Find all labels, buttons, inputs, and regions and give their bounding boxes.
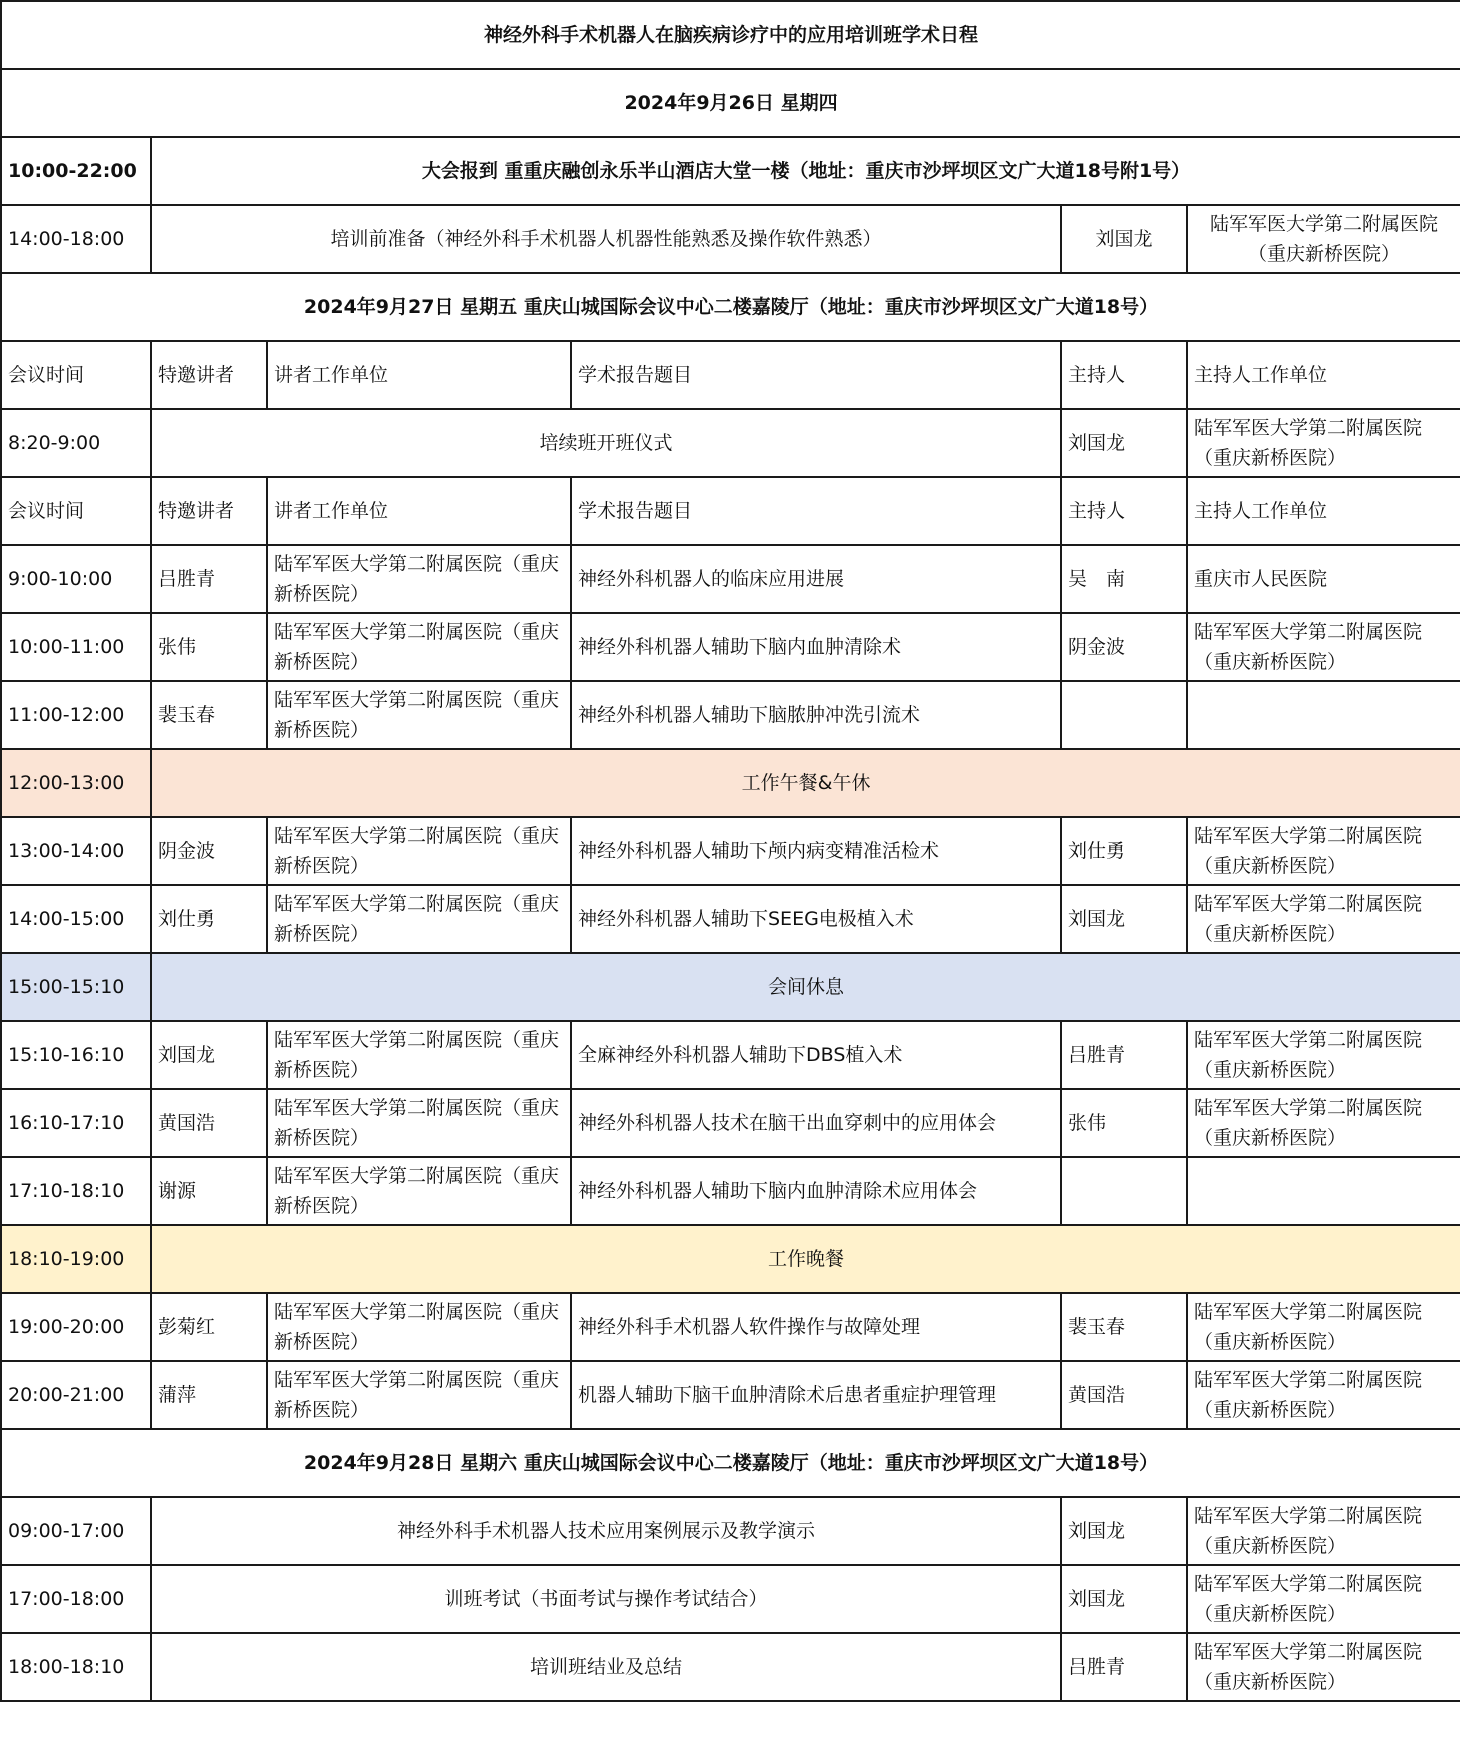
host-unit-cell: 重庆市人民医院	[1187, 545, 1460, 613]
unit-cell: 陆军军医大学第二附属医院（重庆新桥医院）	[267, 681, 571, 749]
day2-header-row	[1, 273, 1460, 341]
speaker-cell: 彭菊红	[151, 1293, 267, 1361]
topic-cell: 神经外科手术机器人软件操作与故障处理	[571, 1293, 1061, 1361]
unit-cell: 陆军军医大学第二附属医院（重庆新桥医院）	[267, 1293, 571, 1361]
time-cell: 18:00-18:10	[1, 1633, 151, 1701]
unit-cell: 陆军军医大学第二附属医院（重庆新桥医院）	[267, 545, 571, 613]
host-unit-cell: 陆军军医大学第二附属医院（重庆新桥医院）	[1187, 1565, 1460, 1633]
host-unit-cell	[1187, 1157, 1460, 1225]
column-header: 学术报告题目	[571, 341, 1061, 409]
column-header-row	[1, 477, 1460, 545]
host-cell: 刘国龙	[1061, 1565, 1187, 1633]
topic-cell: 神经外科机器人辅助下脑脓肿冲洗引流术	[571, 681, 1061, 749]
day2-header: 2024年9月27日 星期五 重庆山城国际会议中心二楼嘉陵厅（地址：重庆市沙坪坝区文广大道18号）	[1, 273, 1460, 341]
column-header-row	[1, 341, 1460, 409]
table-row	[1, 205, 1460, 273]
time-cell: 17:00-18:00	[1, 1565, 151, 1633]
column-header: 主持人工作单位	[1187, 341, 1460, 409]
time-cell: 14:00-15:00	[1, 885, 151, 953]
table-row	[1, 1157, 1460, 1225]
topic-cell: 神经外科机器人辅助下SEEG电极植入术	[571, 885, 1061, 953]
title-row	[1, 1, 1460, 69]
column-header: 学术报告题目	[571, 477, 1061, 545]
unit-cell: 陆军军医大学第二附属医院（重庆新桥医院）	[267, 613, 571, 681]
host-cell: 吕胜青	[1061, 1021, 1187, 1089]
unit-cell: 陆军军医大学第二附属医院（重庆新桥医院）	[267, 885, 571, 953]
content-cell: 培训班结业及总结	[151, 1633, 1061, 1701]
host-unit-cell: 陆军军医大学第二附属医院（重庆新桥医院）	[1187, 1293, 1460, 1361]
column-header: 特邀讲者	[151, 341, 267, 409]
column-header: 会议时间	[1, 477, 151, 545]
host-cell: 张伟	[1061, 1089, 1187, 1157]
host-cell: 裴玉春	[1061, 1293, 1187, 1361]
time-cell: 14:00-18:00	[1, 205, 151, 273]
time-cell: 09:00-17:00	[1, 1497, 151, 1565]
table-row	[1, 885, 1460, 953]
table-row	[1, 409, 1460, 477]
time-cell: 16:10-17:10	[1, 1089, 151, 1157]
day3-header-row	[1, 1429, 1460, 1497]
host-cell: 吕胜青	[1061, 1633, 1187, 1701]
speaker-cell: 吕胜青	[151, 545, 267, 613]
host-cell: 刘仕勇	[1061, 817, 1187, 885]
topic-cell: 全麻神经外科机器人辅助下DBS植入术	[571, 1021, 1061, 1089]
speaker-cell: 刘国龙	[151, 1021, 267, 1089]
speaker-cell: 黄国浩	[151, 1089, 267, 1157]
table-row	[1, 1565, 1460, 1633]
table-row	[1, 1021, 1460, 1089]
host-cell: 黄国浩	[1061, 1361, 1187, 1429]
unit-cell: 陆军军医大学第二附属医院（重庆新桥医院）	[267, 1089, 571, 1157]
time-cell: 15:00-15:10	[1, 953, 151, 1021]
topic-cell: 神经外科机器人的临床应用进展	[571, 545, 1061, 613]
column-header: 主持人工作单位	[1187, 477, 1460, 545]
time-cell: 8:20-9:00	[1, 409, 151, 477]
schedule-title: 神经外科手术机器人在脑疾病诊疗中的应用培训班学术日程	[1, 1, 1460, 69]
time-cell: 10:00-11:00	[1, 613, 151, 681]
unit-cell: 陆军军医大学第二附属医院（重庆新桥医院）	[267, 1021, 571, 1089]
speaker-cell: 张伟	[151, 613, 267, 681]
host-unit-cell: 陆军军医大学第二附属医院（重庆新桥医院）	[1187, 1021, 1460, 1089]
host-cell	[1061, 681, 1187, 749]
host-unit-cell: 陆军军医大学第二附属医院（重庆新桥医院）	[1187, 1633, 1460, 1701]
unit-cell: 陆军军医大学第二附属医院（重庆新桥医院）	[267, 1361, 571, 1429]
break-row	[1, 953, 1460, 1021]
content-cell: 会间休息	[151, 953, 1460, 1021]
column-header: 会议时间	[1, 341, 151, 409]
host-cell: 刘国龙	[1061, 409, 1187, 477]
content-cell: 培续班开班仪式	[151, 409, 1061, 477]
time-cell: 13:00-14:00	[1, 817, 151, 885]
host-cell: 吴 南	[1061, 545, 1187, 613]
table-row	[1, 137, 1460, 205]
content-cell: 工作午餐&午休	[151, 749, 1460, 817]
day1-header: 2024年9月26日 星期四	[1, 69, 1460, 137]
dinner-row	[1, 1225, 1460, 1293]
lunch-row	[1, 749, 1460, 817]
column-header: 讲者工作单位	[267, 477, 571, 545]
host-unit-cell: 陆军军医大学第二附属医院（重庆新桥医院）	[1187, 1497, 1460, 1565]
unit-cell: 陆军军医大学第二附属医院（重庆新桥医院）	[267, 1157, 571, 1225]
host-cell	[1061, 1157, 1187, 1225]
host-cell: 阴金波	[1061, 613, 1187, 681]
content-cell: 大会报到 重重庆融创永乐半山酒店大堂一楼（地址：重庆市沙坪坝区文广大道18号附1号）	[151, 137, 1460, 205]
time-cell: 17:10-18:10	[1, 1157, 151, 1225]
column-header: 特邀讲者	[151, 477, 267, 545]
speaker-cell: 裴玉春	[151, 681, 267, 749]
column-header: 讲者工作单位	[267, 341, 571, 409]
time-cell: 12:00-13:00	[1, 749, 151, 817]
column-header: 主持人	[1061, 477, 1187, 545]
host-unit-cell: 陆军军医大学第二附属医院（重庆新桥医院）	[1187, 817, 1460, 885]
host-unit-cell: 陆军军医大学第二附属医院（重庆新桥医院）	[1187, 1361, 1460, 1429]
host-unit-cell: 陆军军医大学第二附属医院（重庆新桥医院）	[1187, 409, 1460, 477]
content-cell: 工作晚餐	[151, 1225, 1460, 1293]
table-row	[1, 1361, 1460, 1429]
table-row	[1, 1293, 1460, 1361]
speaker-cell: 蒲萍	[151, 1361, 267, 1429]
topic-cell: 神经外科机器人辅助下脑内血肿清除术	[571, 613, 1061, 681]
day3-header: 2024年9月28日 星期六 重庆山城国际会议中心二楼嘉陵厅（地址：重庆市沙坪坝区文广大道18号）	[1, 1429, 1460, 1497]
unit-cell: 陆军军医大学第二附属医院（重庆新桥医院）	[267, 817, 571, 885]
column-header: 主持人	[1061, 341, 1187, 409]
time-cell: 15:10-16:10	[1, 1021, 151, 1089]
table-row	[1, 681, 1460, 749]
host-unit-cell: 陆军军医大学第二附属医院（重庆新桥医院）	[1187, 1089, 1460, 1157]
table-row	[1, 1089, 1460, 1157]
table-row	[1, 1633, 1460, 1701]
host-unit-cell: 陆军军医大学第二附属医院（重庆新桥医院）	[1187, 205, 1460, 273]
table-row	[1, 1497, 1460, 1565]
time-cell: 20:00-21:00	[1, 1361, 151, 1429]
topic-cell: 神经外科机器人辅助下颅内病变精准活检术	[571, 817, 1061, 885]
time-cell: 9:00-10:00	[1, 545, 151, 613]
time-cell: 10:00-22:00	[1, 137, 151, 205]
content-cell: 神经外科手术机器人技术应用案例展示及教学演示	[151, 1497, 1061, 1565]
table-row	[1, 613, 1460, 681]
time-cell: 18:10-19:00	[1, 1225, 151, 1293]
host-cell: 刘国龙	[1061, 885, 1187, 953]
speaker-cell: 阴金波	[151, 817, 267, 885]
speaker-cell: 刘仕勇	[151, 885, 267, 953]
day1-header-row	[1, 69, 1460, 137]
table-row	[1, 817, 1460, 885]
speaker-cell: 谢源	[151, 1157, 267, 1225]
host-unit-cell	[1187, 681, 1460, 749]
topic-cell: 神经外科机器人辅助下脑内血肿清除术应用体会	[571, 1157, 1061, 1225]
host-cell: 刘国龙	[1061, 1497, 1187, 1565]
time-cell: 11:00-12:00	[1, 681, 151, 749]
host-cell: 刘国龙	[1061, 205, 1187, 273]
topic-cell: 机器人辅助下脑干血肿清除术后患者重症护理管理	[571, 1361, 1061, 1429]
content-cell: 培训前准备（神经外科手术机器人机器性能熟悉及操作软件熟悉）	[151, 205, 1061, 273]
content-cell: 训班考试（书面考试与操作考试结合）	[151, 1565, 1061, 1633]
time-cell: 19:00-20:00	[1, 1293, 151, 1361]
topic-cell: 神经外科机器人技术在脑干出血穿刺中的应用体会	[571, 1089, 1061, 1157]
host-unit-cell: 陆军军医大学第二附属医院（重庆新桥医院）	[1187, 613, 1460, 681]
table-row	[1, 545, 1460, 613]
host-unit-cell: 陆军军医大学第二附属医院（重庆新桥医院）	[1187, 885, 1460, 953]
schedule-body	[1, 1, 1460, 1701]
